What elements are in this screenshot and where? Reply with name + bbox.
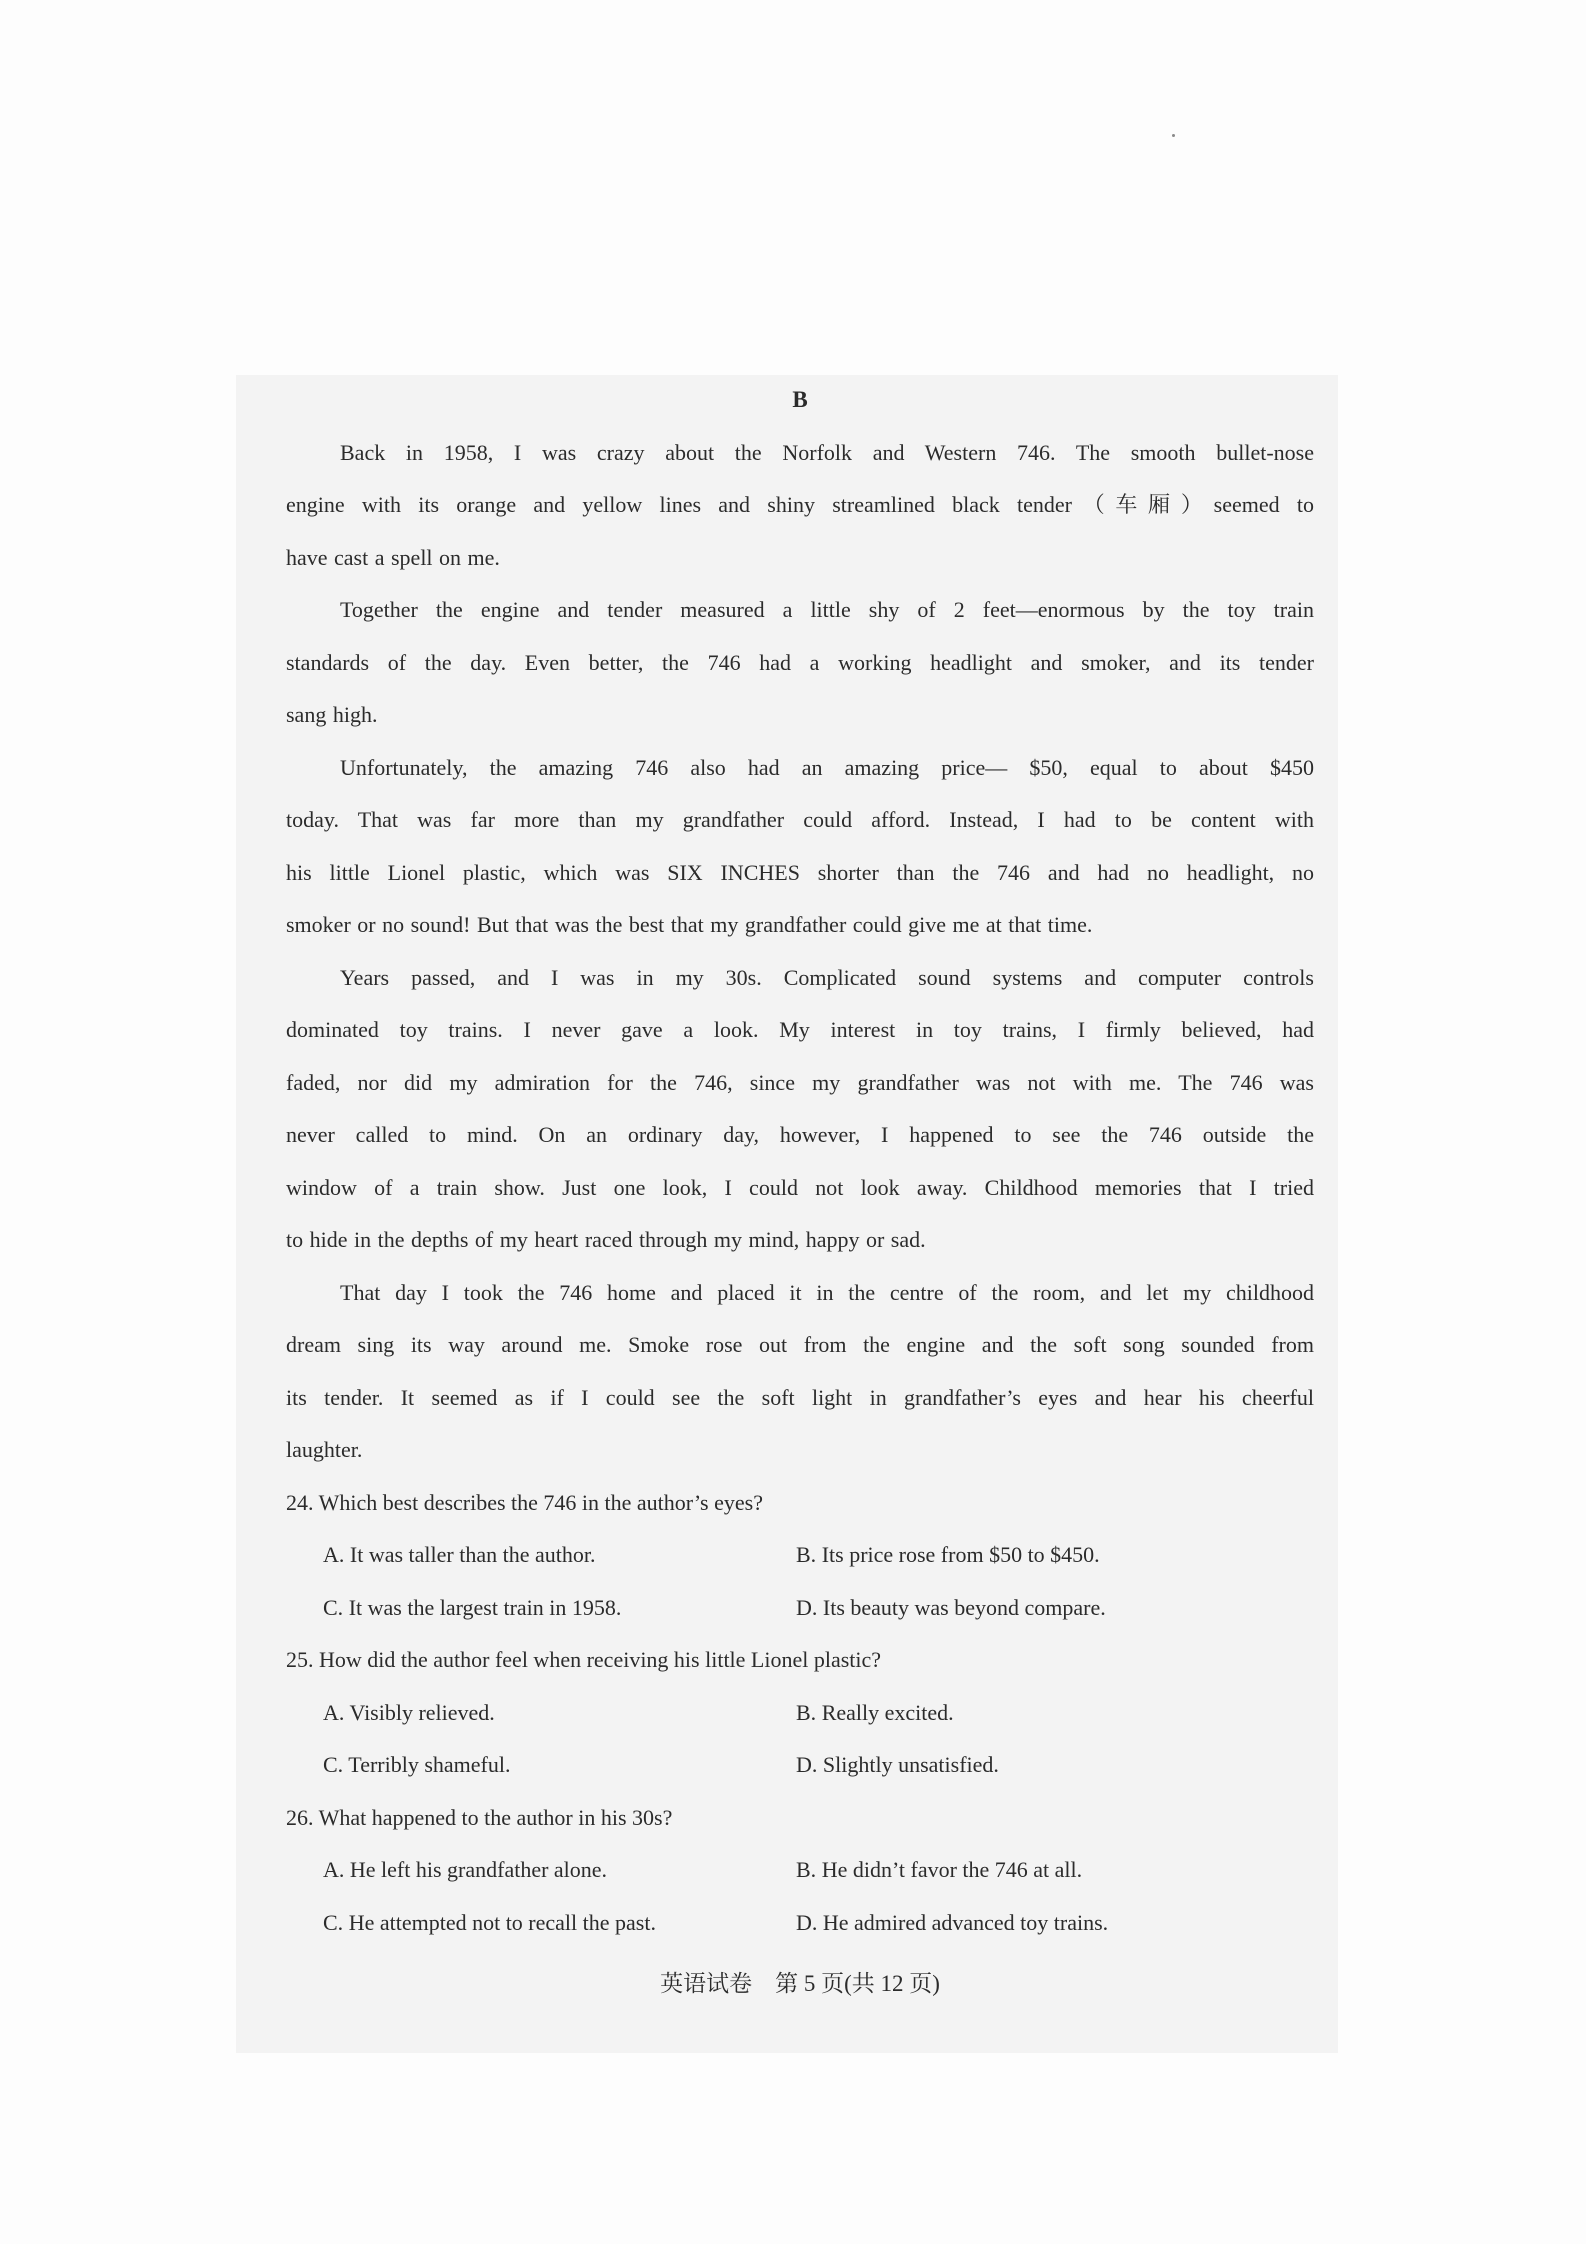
options-row: [286, 1687, 1314, 1740]
question-stem: How did the author feel when receiving his little Lionel plastic?: [319, 1647, 882, 1672]
options-row: [286, 1844, 1314, 1897]
options-row: [286, 1897, 1314, 1950]
option-label: D.: [796, 1909, 818, 1935]
paragraph-line: never called to mind. On an ordinary day, however, I happened to see the 746 outside the: [286, 1122, 1314, 1147]
option-d: [796, 1582, 1106, 1635]
scan-speck: [1172, 134, 1175, 137]
paragraph-4: [286, 952, 1314, 1267]
paragraph-line: dominated toy trains. I never gave a look. My interest in toy trains, I firmly believed, had: [286, 1017, 1314, 1042]
paragraph-line: sang high.: [286, 702, 378, 727]
paragraph-line: smoker or no sound! But that was the best that my grandfather could give me at that time.: [286, 912, 1093, 937]
option-label: A.: [323, 1699, 345, 1725]
options-row: [286, 1529, 1314, 1582]
option-label: A.: [323, 1542, 345, 1567]
option-text: Really excited.: [821, 1699, 954, 1725]
option-text: Slightly unsatisfied.: [822, 1752, 999, 1777]
option-text: He admired advanced toy trains.: [822, 1909, 1109, 1935]
option-text: He left his grandfather alone.: [349, 1857, 608, 1882]
option-label: C.: [323, 1594, 344, 1620]
section-title: B: [792, 387, 808, 412]
option-a: [323, 1844, 607, 1897]
paragraph-2: [286, 584, 1314, 742]
options-row: [286, 1582, 1314, 1635]
question-24: [286, 1477, 1314, 1635]
question-stem-line: [286, 1792, 1314, 1845]
option-text: Visibly relieved.: [349, 1699, 495, 1725]
option-a: [323, 1687, 495, 1740]
option-label: D.: [796, 1752, 818, 1777]
paragraph-line: today. That was far more than my grandfather could afford. Instead, I had to be content with: [286, 807, 1314, 832]
option-label: A.: [323, 1857, 345, 1882]
option-text: Its beauty was beyond compare.: [822, 1594, 1106, 1620]
option-b: [796, 1529, 1100, 1582]
option-label: B.: [796, 1857, 817, 1882]
question-stem: Which best describes the 746 in the author’s eyes?: [318, 1489, 763, 1515]
question-26: [286, 1792, 1314, 1950]
option-label: B.: [796, 1699, 817, 1725]
question-stem: What happened to the author in his 30s?: [318, 1804, 673, 1830]
paragraph-line: Years passed, and I was in my 30s. Complicated sound systems and computer controls: [340, 964, 1314, 990]
option-text: It was taller than the author.: [349, 1542, 596, 1567]
option-text: Its price rose from $50 to $450.: [821, 1542, 1100, 1567]
option-d: [796, 1739, 999, 1792]
option-label: D.: [796, 1594, 818, 1620]
question-stem-line: [286, 1634, 1314, 1687]
option-c: [323, 1582, 621, 1635]
option-label: C.: [323, 1752, 344, 1777]
paragraph-line: his little Lionel plastic, which was SIX INCHES shorter than the 746 and had no headlight, no: [286, 859, 1314, 885]
paragraph-line: Together the engine and tender measured a little shy of 2 feet—enormous by the toy train: [340, 597, 1314, 622]
option-text: He attempted not to recall the past.: [348, 1909, 656, 1935]
paragraph-5: [286, 1267, 1314, 1477]
paragraph-line: to hide in the depths of my heart raced through my mind, happy or sad.: [286, 1227, 926, 1252]
paragraph-line: window of a train show. Just one look, I could not look away. Childhood memories that I tried: [286, 1174, 1314, 1200]
option-c: [323, 1897, 656, 1950]
option-b: [796, 1687, 954, 1740]
paragraph-1: [286, 427, 1314, 585]
option-label: C.: [323, 1909, 344, 1935]
option-a: [323, 1529, 595, 1582]
paragraph-line: laughter.: [286, 1437, 363, 1462]
option-b: [796, 1844, 1082, 1897]
question-stem-line: [286, 1477, 1314, 1530]
paragraph-line: That day I took the 746 home and placed it in the centre of the room, and let my childhood: [340, 1279, 1314, 1305]
paragraph-line: its tender. It seemed as if I could see the soft light in grandfather’s eyes and hear his cheerful: [286, 1384, 1314, 1410]
paragraph-3: [286, 742, 1314, 952]
options-row: [286, 1739, 1314, 1792]
question-25: [286, 1634, 1314, 1792]
option-d: [796, 1897, 1108, 1950]
exam-page-content: [286, 374, 1314, 1949]
paragraph-line: Unfortunately, the amazing 746 also had an amazing price— $50, equal to about $450: [340, 754, 1314, 780]
paragraph-line: Back in 1958, I was crazy about the Norfolk and Western 746. The smooth bullet-nose: [340, 439, 1314, 465]
paragraph-line: have cast a spell on me.: [286, 544, 500, 570]
option-text: It was the largest train in 1958.: [348, 1594, 622, 1620]
question-number: 25.: [286, 1647, 314, 1672]
option-text: He didn’t favor the 746 at all.: [821, 1857, 1083, 1882]
paragraph-line: engine with its orange and yellow lines and shiny streamlined black tender（车厢）seemed to: [286, 492, 1314, 517]
question-number: 26.: [286, 1804, 314, 1830]
paragraph-line: dream sing its way around me. Smoke rose out from the engine and the soft song sounded from: [286, 1332, 1314, 1357]
option-label: B.: [796, 1542, 817, 1567]
question-number: 24.: [286, 1489, 314, 1515]
paragraph-line: faded, nor did my admiration for the 746, since my grandfather was not with me. The 746 was: [286, 1069, 1314, 1095]
page-footer: 英语试卷 第 5 页(共 12 页): [660, 1971, 940, 1996]
option-text: Terribly shameful.: [348, 1752, 511, 1777]
paragraph-line: standards of the day. Even better, the 746 had a working headlight and smoker, and its tender: [286, 649, 1314, 675]
option-c: [323, 1739, 510, 1792]
